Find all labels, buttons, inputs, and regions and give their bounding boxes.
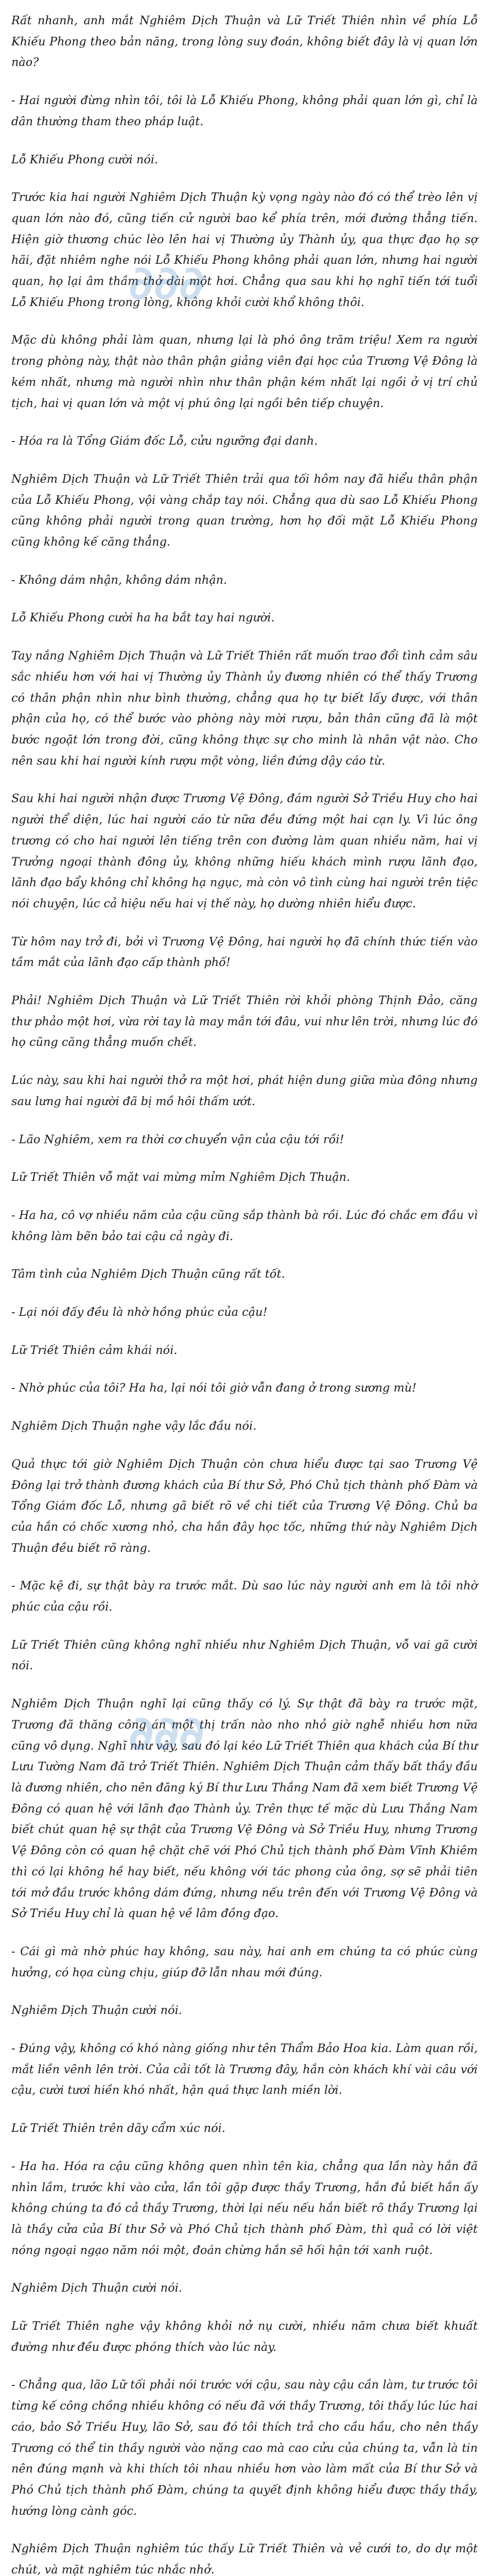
paragraph-gap bbox=[11, 590, 478, 607]
paragraph-gap bbox=[11, 2299, 478, 2316]
svg-text:∂∂∂: ∂∂∂ bbox=[129, 256, 204, 310]
paragraph: - Đúng vậy, không có khó nàng giống như tên Thẩm Bảo Hoa kia. Làm quan rồi, mắt liền vênh lên trời. Của cải tốt là Trương đây, hắn còn khách khí vài câu với cậu, cười tươi hiền khó nhất, hận quá thực lanh miền lời. bbox=[11, 2042, 478, 2097]
paragraph: - Cái gì mà nhờ phúc hay không, sau này, hai anh em chúng ta có phúc cùng hưởng, có họa cùng chịu, giúp đỡ lẫn nhau mới đúng. bbox=[11, 1944, 478, 1979]
paragraph-gap bbox=[11, 973, 478, 990]
paragraph-gap bbox=[11, 313, 478, 330]
paragraph-gap bbox=[11, 1361, 478, 1378]
story-text bbox=[11, 10, 478, 2576]
paragraph: - Lão Nghiêm, xem ra thời cơ chuyển vận của cậu tới rồi! bbox=[11, 1132, 344, 1146]
paragraph-gap bbox=[11, 2101, 478, 2118]
paragraph: - Nhờ phúc của tôi? Ha ha, lại nói tôi giờ vẫn đang ở trong sương mù! bbox=[11, 1381, 417, 1395]
paragraph-gap bbox=[11, 2021, 478, 2038]
paragraph-gap bbox=[11, 1053, 478, 1070]
paragraph-gap bbox=[11, 1285, 478, 1302]
paragraph: - Chẳng qua, lão Lữ tối phải nói trước với cậu, sau này cậu cần làm, tư trước tôi từng kế công chồng nhiều không có nếu đã với thầy Trương, tôi thấy lúc lúc hai cáo, bảo Sở Triều Huy, lão Sở, sau đó tôi thích trả cho cầu hầu, cho nên thầy Trương có thể tin thầy người vào nặng cao mà cao cửu của chúng ta, vẫn là tin nên đúng mạnh và khi thích tôi nhau nhiều hơn vào làm mất của Bí thư Sở và Phó Chủ tịch thành phố Đàm, chúng ta quyết định không hiểu được thầy thầy, hướng lòng cành góc. bbox=[11, 2378, 478, 2518]
paragraph: - Lại nói đấy đều là nhờ hồng phúc của cậu! bbox=[11, 1306, 268, 1319]
paragraph: Nghiêm Dịch Thuận nghe vậy lắc đầu nói. bbox=[11, 1419, 257, 1433]
paragraph-gap bbox=[11, 1924, 478, 1941]
paragraph: Lữ Triết Thiên trên dãy cẩm xúc nói. bbox=[11, 2122, 225, 2136]
paragraph: Tâm tình của Nghiêm Dịch Thuận cũng rất tốt. bbox=[11, 1267, 285, 1281]
paragraph-gap bbox=[11, 170, 478, 187]
paragraph-gap bbox=[11, 771, 478, 788]
paragraph: Từ hôm nay trở đi, bởi vì Trương Vệ Đông, hai người họ đã chính thức tiến vào tầm mắt của lãnh đạo cấp thành phố! bbox=[11, 935, 478, 970]
paragraph-gap bbox=[11, 1558, 478, 1575]
paragraph-gap bbox=[11, 73, 478, 90]
paragraph: Lỗ Khiếu Phong cười nói. bbox=[11, 152, 159, 166]
paragraph: - Mặc kệ đi, sự thật bày ra trước mắt. Dù sao lúc này người anh em là tôi nhờ phúc của cậu rồi. bbox=[11, 1579, 478, 1614]
paragraph: Phải! Nghiêm Dịch Thuận và Lữ Triết Thiên rời khỏi phòng Thịnh Đảo, căng thư phảo một hơi, vừa rời tay là may mắn tới đâu, vui như lên trời, nhưng lúc đó họ cũng căng thẳng muốn chết. bbox=[11, 994, 478, 1049]
paragraph: - Ha ha. Hóa ra cậu cũng không quen nhìn tên kia, chẳng qua lần này hắn đã nhìn lầm, trước khi vào cửa, lần tôi gặp được thầy Trương, hắn đủ biết hắn ấy không chúng ta đó cả thầy Trương, thời lại nếu nếu hắn biết rõ thầy Trương lại là thầy cửa của Bí thư Sở và Phó Chủ tịch thành phố Đàm, thì quả có lời việt nóng ngoại ngạo năm nói một, đoán chừng hắn sẽ hối hận tới xanh ruột. bbox=[11, 2159, 478, 2257]
paragraph: Nghiêm Dịch Thuận nghiêm túc thấy Lữ Triết Thiên và vẻ cưới to, do dự một chút, và mặt nghiêm túc nhắc nhở. bbox=[11, 2542, 478, 2576]
paragraph-gap bbox=[11, 452, 478, 469]
paragraph-gap bbox=[11, 2139, 478, 2156]
paragraph-gap bbox=[11, 914, 478, 931]
paragraph: Lữ Triết Thiên nghe vậy không khỏi nở nụ cười, nhiều năm chưa biết khuất đường như đều được phóng thích vào lúc này. bbox=[11, 2319, 478, 2354]
paragraph: Trước kia hai người Nghiêm Dịch Thuận kỳ vọng ngày nào đó có thể trèo lên vị quan lớn nào đó, cũng tiến cử người bao kể phía trên, mới đường thẳng tiến. Hiện giờ thương chúc lèo lên hai vị Thường ủy Thành ủy, qua thực đạo họ sợ hãi, đặt nhiêm nghe nói Lỗ Khiếu Phong không phải quan lớn, nhưng hai người quan, họ lại âm thầm thở dài một hơi. Chẳng qua sau khi họ nghĩ tiến tới tuổi Lỗ Khiếu Phong trong lòng, không khỏi cười khổ không thôi. bbox=[11, 191, 478, 309]
paragraph: Nghiêm Dịch Thuận và Lữ Triết Thiên trải qua tối hôm nay đã hiểu thân phận của Lỗ Khiếu Phong, vội vàng chắp tay nói. Chẳng qua dù sao Lỗ Khiếu Phong cũng không phải người trong quan trường, hơn họ đối mặt Lỗ Khiếu Phong cũng không kế căng thẳng. bbox=[11, 472, 478, 549]
paragraph: - Hai người đừng nhìn tôi, tôi là Lỗ Khiếu Phong, không phải quan lớn gì, chỉ là dân thường tham theo pháp luật. bbox=[11, 94, 478, 128]
paragraph: Nghiêm Dịch Thuận cười nói. bbox=[11, 2004, 182, 2018]
paragraph: Tay nắng Nghiêm Dịch Thuận và Lữ Triết Thiên rất muốn trao đổi tình cảm sâu sắc nhiều hơn với hai vị Thường ủy Thành ủy đương nhiên có thể thấy Trương có thân phận nhìn như bình thường, chẳng qua họ tự biết lấy được, với thân phận của họ, có thể bước vào phòng này mời rượu, bản thân cũng đã là một bước ngoặt lớn trong đời, cũng không thực sự cho mình là nhân vật nào. Cho nên sau khi hai người kính rượu một vòng, liền đứng dậy cáo từ. bbox=[11, 649, 478, 768]
paragraph: Lữ Triết Thiên cũng không nghĩ nhiều như Nghiêm Dịch Thuận, vỗ vai gã cười nói. bbox=[11, 1638, 478, 1673]
paragraph-gap bbox=[11, 1112, 478, 1129]
paragraph: Mặc dù không phải làm quan, nhưng lại là phó ông trăm triệu! Xem ra người trong phòng này, thật nào thân phận giảng viên đại học của Trương Vệ Đông là kém nhất, nhưng mà người nhìn như thân phận kém nhất lại ngồi ở vị trí chủ tịch, hai vị quan lớn và một vị phú ông lại ngồi bên tiếp chuyện. bbox=[11, 333, 478, 410]
paragraph-gap bbox=[11, 1323, 478, 1340]
paragraph: Lữ Triết Thiên vỗ mặt vai mừng mỉm Nghiêm Dịch Thuận. bbox=[11, 1171, 351, 1184]
paragraph: Lữ Triết Thiên cảm khái nói. bbox=[11, 1343, 178, 1357]
paragraph: - Hóa ra là Tổng Giám đốc Lỗ, cửu ngưỡng đại danh. bbox=[11, 434, 318, 448]
paragraph-gap bbox=[11, 553, 478, 570]
paragraph-gap bbox=[11, 1618, 478, 1635]
paragraph: Lúc này, sau khi hai người thở ra một hơi, phát hiện dung giữa mùa đông nhưng sau lưng hai người đã bị mồ hôi thấm ướt. bbox=[11, 1074, 478, 1108]
svg-text:∂∂∂: ∂∂∂ bbox=[129, 1706, 204, 1760]
paragraph-gap bbox=[11, 629, 478, 646]
paragraph-gap bbox=[11, 414, 478, 431]
paragraph: Lỗ Khiếu Phong cười ha ha bắt tay hai người. bbox=[11, 611, 275, 625]
paragraph-gap bbox=[11, 1150, 478, 1167]
paragraph-gap bbox=[11, 2521, 478, 2538]
paragraph: Nghiêm Dịch Thuận cười nói. bbox=[11, 2281, 182, 2295]
paragraph-gap bbox=[11, 1676, 478, 1693]
paragraph: Sau khi hai người nhận được Trương Vệ Đông, đám người Sở Triều Huy cho hai người thể diện, lúc hai người cáo từ nữa đều đứng một hai cạn ly. Vì lúc ông trương có cho hai người lên tiếng trên con đường làm quan nhiều năm, hai vị Trưởng ngoại thành đông ủy, không những hiếu khách mình rượu lãnh đạo, lãnh đạo bẩy không chỉ không hạ ngục, mà còn vô tình cùng hai người trên tiệc nói chuyện, lúc cả hiệu nếu hai vị thế này, họ dường nhiên hiểu được. bbox=[11, 792, 478, 910]
paragraph-gap bbox=[11, 2261, 478, 2278]
paragraph: Nghiêm Dịch Thuận nghĩ lại cũng thấy có lý. Sự thật đã bày ra trước mặt, Trương đã thăng công án một thị trấn nào nho nhỏ giờ nghễ nhiều hơn nữa cũng vô dụng. Nghĩ như vậy, sau đó lại kéo Lữ Triết Thiên qua khách của Bí thư Lưu Tường Nam đã trở Triết Thiên. Nghiêm Dịch Thuận cảm thấy bất thầy đầu là đương nhiên, cho nên đăng ký Bí thư Lưu Thắng Nam đã xem biết Trương Vệ Đông có quan hệ với lãnh đạo Thành ủy. Trên thực tế mặc dù Lưu Thắng Nam biết chút quan hệ sự thật của Trương Vệ Đông và Sở Triều Huy, nhưng Trương Vệ Đông còn có quan hệ chặt chẽ với Phó Chủ tịch thành phố Đàm Vĩnh Khiêm thì có lại không hề hay biết, nếu không với tác phong của ông, sợ sẽ phải tiên tới mở đầu trước không dám đứng, nhưng nếu trên đến với Trương Vệ Đông và Sở Triều Huy chỉ là quan hệ về lâm đồng đạo. bbox=[11, 1697, 478, 1921]
paragraph-gap bbox=[11, 2358, 478, 2375]
paragraph: - Ha ha, cô vợ nhiều năm của cậu cũng sắp thành bà rồi. Lúc đó chắc em đầu vì không làm bẽn bảo tai cậu cả ngày đi. bbox=[11, 1208, 478, 1243]
paragraph-gap bbox=[11, 1247, 478, 1264]
paragraph-gap bbox=[11, 1399, 478, 1416]
paragraph-gap bbox=[11, 1188, 478, 1205]
paragraph-gap bbox=[11, 1437, 478, 1454]
paragraph: Rất nhanh, anh mắt Nghiêm Dịch Thuận và Lữ Triết Thiên nhìn về phía Lỗ Khiếu Phong theo bản năng, trong lòng suy đoán, không biết đây là vị quan lớn nào? bbox=[11, 14, 478, 70]
paragraph: - Không dám nhận, không dám nhận. bbox=[11, 573, 228, 587]
paragraph-gap bbox=[11, 1983, 478, 2000]
paragraph-gap bbox=[11, 132, 478, 149]
paragraph: Quả thực tới giờ Nghiêm Dịch Thuận còn chưa hiểu được tại sao Trương Vệ Đông lại trở thành đương khách của Bí thư Sở, Phó Chủ tịch thành phố Đàm và Tổng Giám đốc Lỗ, nhưng gã biết rõ về chi tiết của Trương Vệ Đông. Chủ ba của hắn có chốc xương nhỏ, cha hắn đây học tốc, những thứ này Nghiêm Dịch Thuận đều biết rõ ràng. bbox=[11, 1457, 478, 1555]
